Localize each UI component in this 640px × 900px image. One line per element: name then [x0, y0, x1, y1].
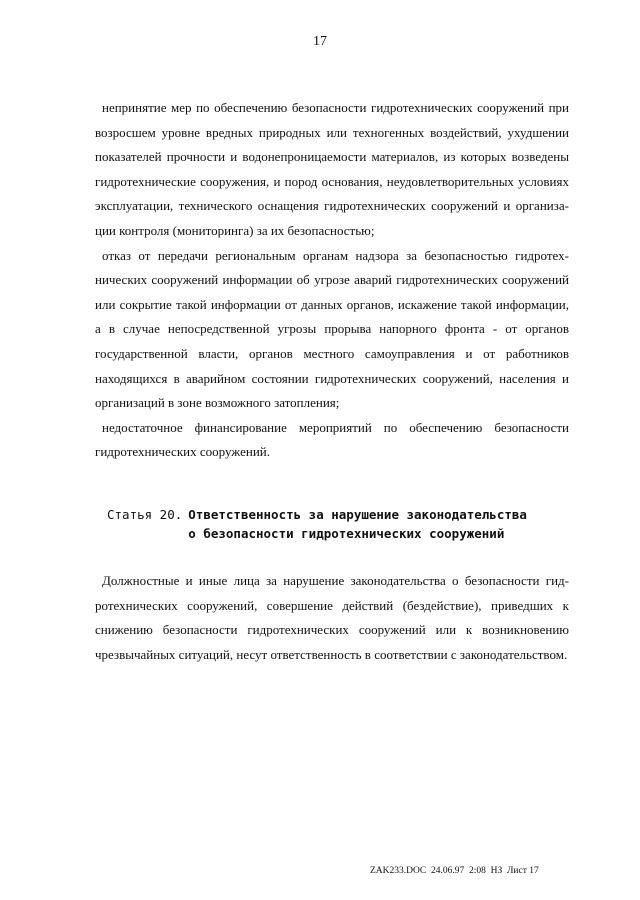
- article-text: Должностные и иные лица за нарушение законодательства о безопасности гидротехнических сооружений, совершение действий (бездействие), приведших к снижению безопасности гидротехнических сооружений или к возникновению чрезвычайных ситуаций, несут ответственность в соответствии с законодательством.: [95, 572, 569, 662]
- article-heading: [95, 505, 569, 543]
- paragraph-nonacceptance-of-measures: непринятие мер по обеспечению безопасности гидротехнических сооружений при возросшем уровне вредных природных или техногенных воздействий, ухудшении показателей прочности и водонепроницаемости материалов, из которых возведены гидротехнические сооружения, и пород основания, неудовлетворительных условиях эксплуатации, технического оснащения гидротехнических сооружений и организации контроля (мониторинга) за их безопасностью;: [95, 100, 569, 238]
- page-number: 17: [313, 34, 327, 49]
- document-footer: ZAK233.DOC 24.06.97 2:08 НЗ Лист 17: [370, 866, 539, 876]
- article-title: Ответственность за нарушение законодательства о безопасности гидротехнических сооружений: [188, 506, 527, 541]
- paragraph-insufficient-financing: недостаточное финансирование мероприятий по обеспечению безопасности гидротехнических сооружений.: [95, 419, 569, 460]
- document-body: [95, 96, 569, 667]
- paragraph-refusal-to-transmit-information: отказ от передачи региональным органам надзора за безопасностью гидротехнических сооружений информации об угрозе аварий гидротехнических сооружений или сокрытие такой информации от данных органов, искажение такой информации, а в случае непосредственной угрозы прорыва напорного фронта - от органов государственной власти, органов местного самоуправления и от работников находящихся в аварийном состоянии гидротехнических сооружений, населения и организаций в зоне возможного затопления;: [95, 247, 569, 411]
- article-label: Статья 20.: [107, 506, 183, 522]
